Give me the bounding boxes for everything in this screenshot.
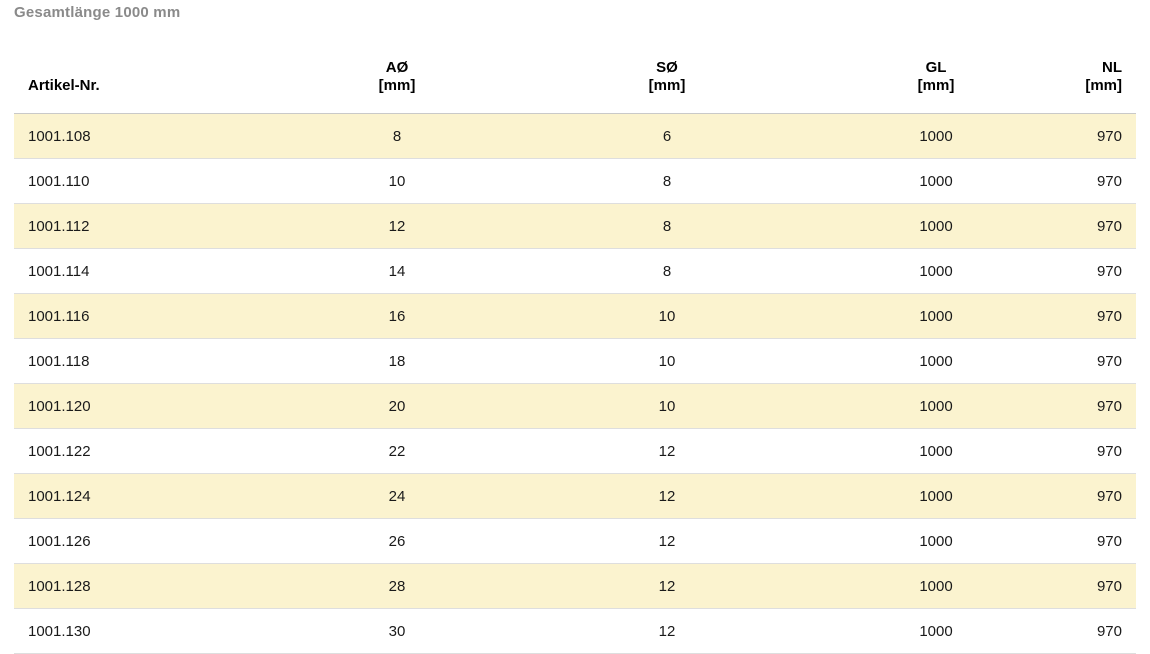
cell-ad: 14 <box>262 249 532 294</box>
cell-ad: 20 <box>262 384 532 429</box>
cell-ad: 24 <box>262 474 532 519</box>
cell-gl: 1000 <box>802 204 1070 249</box>
column-header-nl <box>1070 26 1136 114</box>
cell-sd: 12 <box>532 474 802 519</box>
column-header-nl-line1: NL <box>1102 59 1122 76</box>
cell-nl: 970 <box>1070 564 1136 609</box>
cell-artikel: 1001.130 <box>14 609 262 654</box>
cell-artikel: 1001.128 <box>14 564 262 609</box>
cell-artikel: 1001.118 <box>14 339 262 384</box>
column-header-ad-line2: [mm] <box>378 77 416 94</box>
cell-nl: 970 <box>1070 474 1136 519</box>
table-row <box>14 339 1136 384</box>
cell-artikel: 1001.122 <box>14 429 262 474</box>
cell-nl: 970 <box>1070 159 1136 204</box>
cell-ad: 16 <box>262 294 532 339</box>
cell-artikel: 1001.120 <box>14 384 262 429</box>
cell-gl: 1000 <box>802 159 1070 204</box>
table-row <box>14 204 1136 249</box>
cell-nl: 970 <box>1070 429 1136 474</box>
column-header-ad <box>262 26 532 114</box>
cell-gl: 1000 <box>802 429 1070 474</box>
table-row <box>14 294 1136 339</box>
cell-sd: 12 <box>532 564 802 609</box>
cell-artikel: 1001.116 <box>14 294 262 339</box>
table-body <box>14 114 1136 654</box>
cell-gl: 1000 <box>802 384 1070 429</box>
column-header-gl-line2: [mm] <box>917 77 955 94</box>
cell-ad: 28 <box>262 564 532 609</box>
cell-ad: 12 <box>262 204 532 249</box>
table-row <box>14 474 1136 519</box>
column-header-artikel-nr-line1: Artikel-Nr. <box>28 77 100 94</box>
column-header-sd <box>532 26 802 114</box>
cell-nl: 970 <box>1070 609 1136 654</box>
table-row <box>14 249 1136 294</box>
cell-gl: 1000 <box>802 114 1070 159</box>
cell-nl: 970 <box>1070 114 1136 159</box>
cell-artikel: 1001.108 <box>14 114 262 159</box>
cell-nl: 970 <box>1070 519 1136 564</box>
cell-gl: 1000 <box>802 294 1070 339</box>
cell-sd: 8 <box>532 204 802 249</box>
cell-nl: 970 <box>1070 204 1136 249</box>
table-row <box>14 114 1136 159</box>
column-header-nl-line2: [mm] <box>1085 77 1122 94</box>
cell-sd: 12 <box>532 609 802 654</box>
specification-table <box>14 26 1136 654</box>
cell-nl: 970 <box>1070 384 1136 429</box>
cell-nl: 970 <box>1070 249 1136 294</box>
cell-gl: 1000 <box>802 474 1070 519</box>
table-row <box>14 159 1136 204</box>
cell-gl: 1000 <box>802 249 1070 294</box>
cell-sd: 10 <box>532 339 802 384</box>
cell-nl: 970 <box>1070 339 1136 384</box>
cell-artikel: 1001.126 <box>14 519 262 564</box>
cell-sd: 12 <box>532 429 802 474</box>
cell-sd: 10 <box>532 384 802 429</box>
cell-ad: 22 <box>262 429 532 474</box>
cell-artikel: 1001.110 <box>14 159 262 204</box>
table-row <box>14 384 1136 429</box>
column-header-gl-line1: GL <box>925 59 947 76</box>
table-row <box>14 429 1136 474</box>
cell-sd: 10 <box>532 294 802 339</box>
column-header-sd-line2: [mm] <box>648 77 686 94</box>
cell-artikel: 1001.114 <box>14 249 262 294</box>
cell-ad: 18 <box>262 339 532 384</box>
cell-sd: 8 <box>532 159 802 204</box>
cell-gl: 1000 <box>802 609 1070 654</box>
cell-ad: 30 <box>262 609 532 654</box>
cell-ad: 8 <box>262 114 532 159</box>
table-caption: Gesamtlänge 1000 mm <box>14 4 181 21</box>
header-row <box>14 26 1136 114</box>
cell-sd: 8 <box>532 249 802 294</box>
table-row <box>14 609 1136 654</box>
cell-gl: 1000 <box>802 564 1070 609</box>
cell-ad: 26 <box>262 519 532 564</box>
cell-gl: 1000 <box>802 519 1070 564</box>
column-header-ad-line1: AØ <box>385 59 409 76</box>
column-header-artikel-nr <box>14 26 262 114</box>
column-header-gl <box>802 26 1070 114</box>
cell-artikel: 1001.124 <box>14 474 262 519</box>
cell-sd: 6 <box>532 114 802 159</box>
cell-artikel: 1001.112 <box>14 204 262 249</box>
cell-nl: 970 <box>1070 294 1136 339</box>
table-row <box>14 519 1136 564</box>
table-header <box>14 26 1136 114</box>
column-header-sd-line1: SØ <box>656 59 678 76</box>
cell-gl: 1000 <box>802 339 1070 384</box>
table-row <box>14 564 1136 609</box>
cell-ad: 10 <box>262 159 532 204</box>
cell-sd: 12 <box>532 519 802 564</box>
